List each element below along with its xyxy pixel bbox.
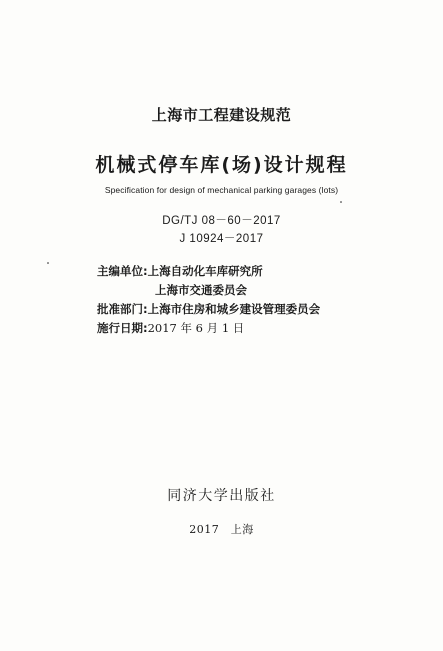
- editor-value-2: 上海市交通委员会: [155, 283, 247, 297]
- scan-speck: [47, 262, 49, 264]
- date-label: 施行日期:: [97, 321, 148, 335]
- editor-row: [97, 262, 320, 281]
- standard-code: DG/TJ 08－60－2017: [162, 215, 281, 227]
- publisher-name: 同济大学出版社: [167, 488, 276, 504]
- editor-row-2: [97, 281, 320, 300]
- main-title: 机械式停车库(场)设计规程: [95, 154, 348, 176]
- approver-row: [97, 300, 320, 319]
- date-value: 2017 年 6 月 1 日: [147, 321, 245, 335]
- editor-value-1: 上海自动化车库研究所: [147, 264, 263, 278]
- record-code: J 10924－2017: [179, 233, 264, 245]
- approver-label: 批准部门:: [97, 302, 148, 316]
- publish-year-place: 2017 上海: [189, 523, 254, 536]
- english-title: Specification for design of mechanical parking garages (lots): [104, 185, 339, 195]
- approver-value: 上海市住房和城乡建设管理委员会: [147, 302, 321, 316]
- editor-label: 主编单位:: [97, 264, 148, 278]
- scan-speck: [340, 201, 342, 203]
- publication-info: [97, 262, 320, 338]
- date-row: [97, 319, 320, 338]
- series-title: 上海市工程建设规范: [151, 106, 292, 124]
